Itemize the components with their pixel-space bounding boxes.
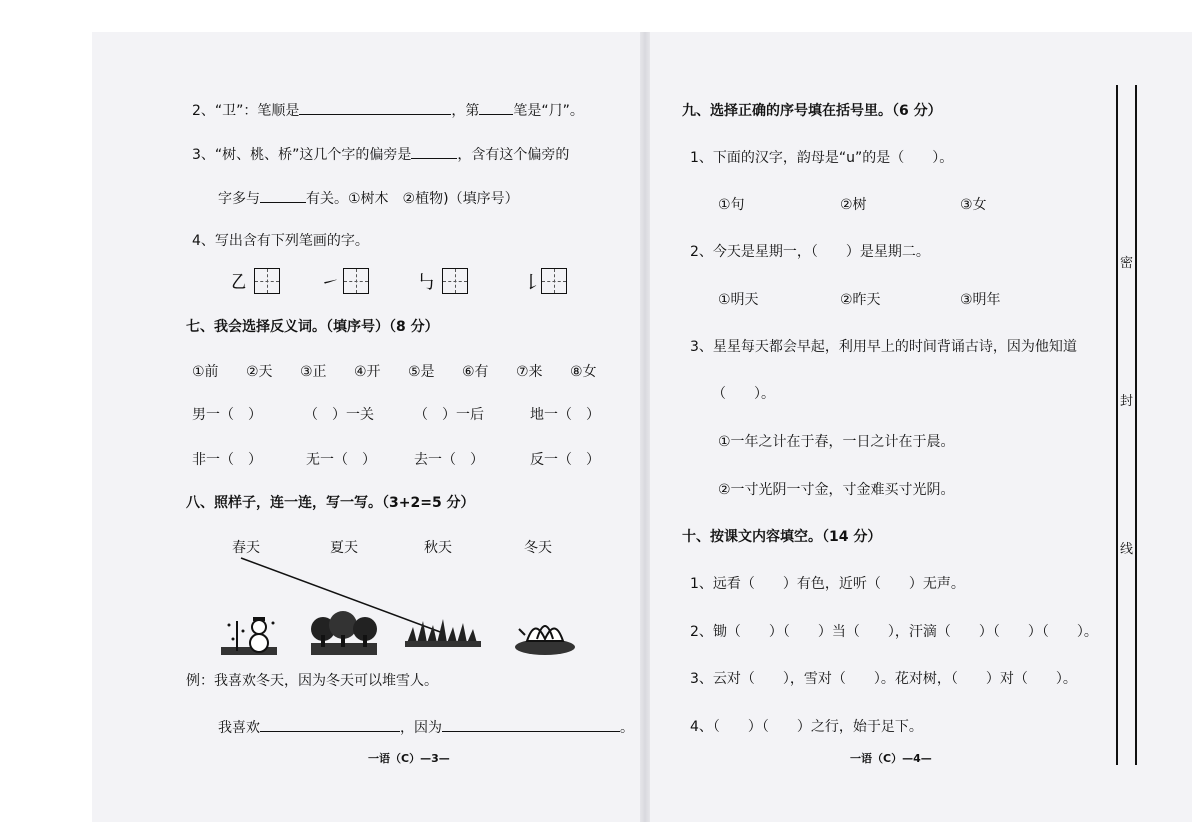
s9-question-2[interactable]: 2、今天是星期一，（ ）是星期二。 (690, 244, 930, 260)
section-9-title: 九、选择正确的序号填在括号里。（6 分） (682, 103, 942, 119)
page-fold (640, 32, 650, 822)
stroke-4: ㇙ (522, 270, 542, 294)
option-1: ①前 (192, 364, 219, 380)
antonym-blank[interactable]: 男一（ ） (192, 407, 262, 423)
s10-line-2[interactable]: 2、锄（ ）（ ）当（ ），汗滴（ ）（ ）（ ）。 (690, 624, 1098, 640)
q2-blank-2[interactable] (479, 100, 513, 115)
s9-q1-option-3: ③女 (960, 197, 987, 213)
s9-q1-option-2: ②树 (840, 197, 867, 213)
example-sentence: 例：我喜欢冬天，因为冬天可以堆雪人。 (186, 673, 438, 689)
s9-q2-option-3: ③明年 (960, 292, 1001, 308)
q3-blank-1[interactable] (411, 144, 457, 159)
option-7: ⑦来 (516, 364, 543, 380)
section-8-title: 八、照样子，连一连，写一写。（3+2=5 分） (186, 495, 475, 511)
s10-line-1[interactable]: 1、远看（ ）有色，近听（ ）无声。 (690, 576, 965, 592)
option-8: ⑧女 (570, 364, 597, 380)
q3-blank-2[interactable] (260, 188, 306, 203)
q3-text-1b: ，含有这个偏旁的 (457, 147, 570, 163)
antonym-blank[interactable]: 非一（ ） (192, 452, 262, 468)
stroke-1: ㇠ (228, 270, 248, 294)
q2-text-c: 笔是“⺆”。 (513, 103, 584, 119)
q2-blank-1[interactable] (299, 100, 451, 115)
s9-q2-option-1: ①明天 (718, 292, 759, 308)
question-3-line1 (192, 144, 569, 164)
seal-char-3: 线 (1120, 542, 1134, 557)
write-blank-1[interactable] (260, 717, 400, 732)
antonym-blank[interactable]: 地一（ ） (530, 407, 600, 423)
question-2 (192, 100, 584, 120)
s9-q1-option-1: ①句 (718, 197, 745, 213)
option-6: ⑥有 (462, 364, 489, 380)
trees-icon (311, 611, 377, 655)
q3-text-1: 3、“树、桃、桥”这几个字的偏旁是 (192, 147, 412, 163)
write-grid-2[interactable] (343, 268, 369, 294)
seal-char-1: 密 (1120, 256, 1134, 271)
lotus-icon (515, 626, 575, 655)
write-blank-2[interactable] (442, 717, 620, 732)
write-grid-3[interactable] (442, 268, 468, 294)
antonym-blank[interactable]: 去一（ ） (414, 452, 484, 468)
antonym-blank[interactable]: （ ）一关 (304, 407, 374, 423)
q3-text-2b: 有关。①树木 ②植物)（填序号） (306, 191, 519, 207)
s9-q3-answer[interactable]: （ ）。 (712, 386, 775, 402)
option-5: ⑤是 (408, 364, 435, 380)
option-3: ③正 (300, 364, 327, 380)
stroke-2: ㇀ (320, 270, 340, 294)
s9-q2-option-2: ②昨天 (840, 292, 881, 308)
s9-question-3: 3、星星每天都会早起，利用早上的时间背诵古诗，因为他知道 (690, 339, 1077, 355)
antonym-blank[interactable]: 反一（ ） (530, 452, 600, 468)
seal-line-outer (1135, 85, 1137, 765)
write-text-a: 我喜欢 (218, 720, 260, 736)
write-text-b: ，因为 (400, 720, 442, 736)
section-7-title: 七、我会选择反义词。（填序号）（8 分） (186, 319, 439, 335)
s10-line-3[interactable]: 3、云对（ ），雪对（ ）。花对树，（ ）对（ ）。 (690, 671, 1077, 687)
season-spring[interactable]: 春天 (232, 540, 260, 556)
write-sentence (218, 717, 634, 737)
write-text-c: 。 (620, 720, 634, 736)
option-2: ②天 (246, 364, 273, 380)
write-grid-1[interactable] (254, 268, 280, 294)
season-summer[interactable]: 夏天 (330, 540, 358, 556)
season-winter[interactable]: 冬天 (524, 540, 552, 556)
antonym-blank[interactable]: 无一（ ） (306, 452, 376, 468)
s9-q3-option-2: ②一寸光阴一寸金，寸金难买寸光阴。 (718, 482, 955, 498)
page-footer-left: 一语（C）—3— (368, 752, 450, 765)
stroke-3: ㇉ (416, 270, 436, 294)
antonym-blank[interactable]: （ ）一后 (414, 407, 484, 423)
section-10-title: 十、按课文内容填空。（14 分） (682, 529, 882, 545)
seal-char-2: 封 (1120, 394, 1134, 409)
question-4: 4、写出含有下列笔画的字。 (192, 233, 369, 249)
s9-question-1[interactable]: 1、下面的汉字，韵母是“u”的是（ ）。 (690, 150, 954, 166)
q2-text-b: ，第 (451, 103, 480, 119)
write-grid-4[interactable] (541, 268, 567, 294)
option-4: ④开 (354, 364, 381, 380)
q3-text-2a: 字多与 (218, 191, 260, 207)
season-autumn[interactable]: 秋天 (424, 540, 452, 556)
season-pictures (215, 555, 595, 665)
question-3-line2 (218, 188, 519, 208)
q2-text-a: 2、“卫”：笔顺是 (192, 103, 300, 119)
s10-line-4[interactable]: 4、（ ）（ ）之行，始于足下。 (690, 719, 923, 735)
page-footer-right: 一语（C）—4— (850, 752, 932, 765)
s9-q3-option-1: ①一年之计在于春，一日之计在于晨。 (718, 434, 955, 450)
seal-line-inner (1116, 85, 1118, 765)
snowman-icon (221, 617, 277, 655)
